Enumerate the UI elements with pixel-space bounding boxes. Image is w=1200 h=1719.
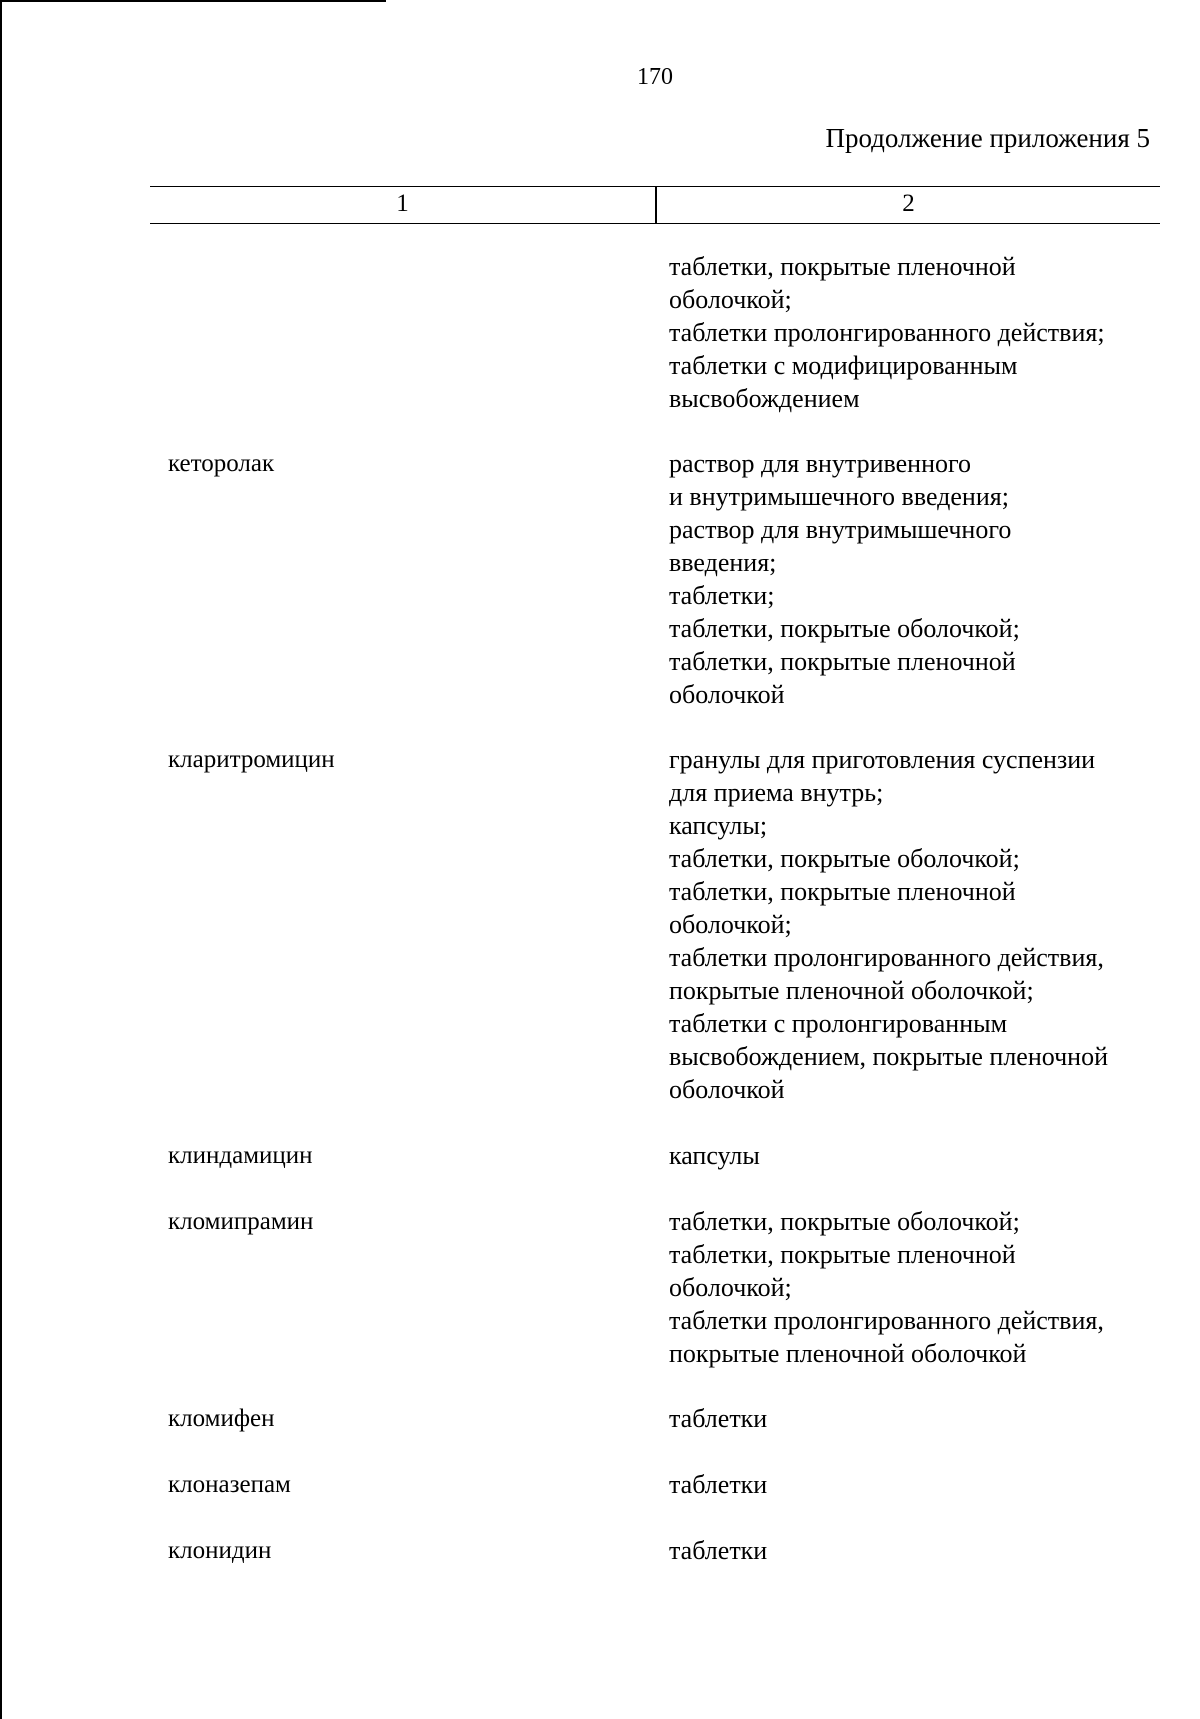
dosage-forms-list	[669, 1468, 1169, 1501]
dosage-form: введения;	[669, 548, 777, 577]
dosage-forms-list	[669, 743, 1169, 1106]
dosage-form: раствор для внутримышечного	[669, 515, 1012, 544]
dosage-form: оболочкой	[669, 1075, 785, 1104]
dosage-form: таблетки, покрытые пленочной	[669, 252, 1016, 281]
dosage-forms-list	[669, 1402, 1169, 1435]
dosage-form: таблетки, покрытые оболочкой;	[669, 1207, 1020, 1236]
dosage-form: покрытые пленочной оболочкой;	[669, 976, 1034, 1005]
dosage-form: таблетки;	[669, 581, 775, 610]
drug-name: кеторолак	[168, 450, 275, 477]
drug-name: клоназепам	[168, 1471, 291, 1498]
dosage-form: оболочкой;	[669, 1273, 792, 1302]
dosage-form: и внутримышечного введения;	[669, 482, 1009, 511]
drug-name: кломипрамин	[168, 1208, 314, 1235]
dosage-form: таблетки, покрытые пленочной	[669, 647, 1016, 676]
table-header	[150, 186, 1160, 224]
dosage-form: покрытые пленочной оболочкой	[669, 1339, 1027, 1368]
dosage-forms-list	[669, 1139, 1169, 1172]
page-number: 170	[637, 64, 673, 90]
dosage-form: высвобождением	[669, 384, 860, 413]
dosage-form: высвобождением, покрытые пленочной	[669, 1042, 1108, 1071]
dosage-form: оболочкой;	[669, 910, 792, 939]
scan-edge-top	[0, 0, 386, 2]
drug-name: клонидин	[168, 1537, 272, 1564]
dosage-form: таблетки, покрытые оболочкой;	[669, 614, 1020, 643]
dosage-form: таблетки, покрытые пленочной	[669, 1240, 1016, 1269]
scan-edge-left	[0, 0, 2, 1719]
dosage-form: капсулы	[669, 1141, 760, 1170]
drug-name: клиндамицин	[168, 1142, 313, 1169]
dosage-form: таблетки с модифицированным	[669, 351, 1018, 380]
appendix-continuation-heading: Продолжение приложения 5	[825, 123, 1150, 153]
dosage-forms-list	[669, 1534, 1169, 1567]
dosage-forms-list	[669, 447, 1169, 711]
dosage-form: таблетки пролонгированного действия,	[669, 943, 1104, 972]
dosage-form: таблетки, покрытые оболочкой;	[669, 844, 1020, 873]
dosage-form: капсулы;	[669, 811, 768, 840]
column-2-number: 2	[902, 190, 915, 217]
dosage-form: раствор для внутривенного	[669, 449, 971, 478]
dosage-form: таблетки с пролонгированным	[669, 1009, 1008, 1038]
drug-name: кларитромицин	[168, 746, 335, 773]
dosage-forms-list	[669, 250, 1169, 415]
dosage-form: оболочкой;	[669, 285, 792, 314]
drug-name: кломифен	[168, 1405, 275, 1432]
dosage-form: таблетки	[669, 1404, 768, 1433]
dosage-form: таблетки	[669, 1470, 768, 1499]
column-1-number: 1	[396, 190, 409, 217]
dosage-form: оболочкой	[669, 680, 785, 709]
dosage-form: таблетки пролонгированного действия;	[669, 318, 1105, 347]
dosage-form: таблетки, покрытые пленочной	[669, 877, 1016, 906]
dosage-form: гранулы для приготовления суспензии	[669, 745, 1096, 774]
dosage-form: таблетки	[669, 1536, 768, 1565]
dosage-form: для приема внутрь;	[669, 778, 884, 807]
dosage-forms-list	[669, 1205, 1169, 1370]
dosage-form: таблетки пролонгированного действия,	[669, 1306, 1104, 1335]
